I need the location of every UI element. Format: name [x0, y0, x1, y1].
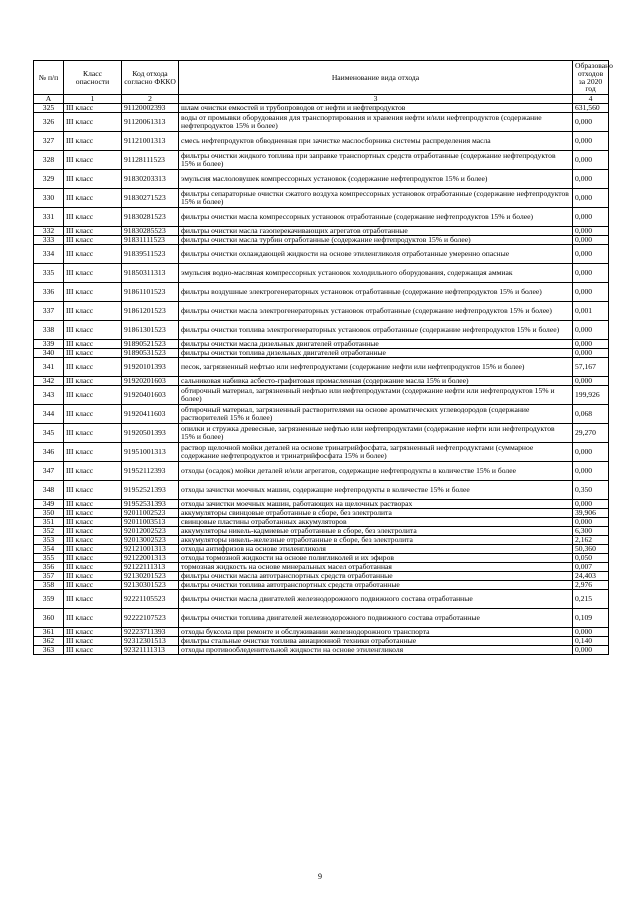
fkko-code: 92130201523	[122, 572, 179, 581]
waste-name: аккумуляторы никель-кадмиевые отработанные в сборе, без электролита	[179, 527, 573, 536]
amount-2020: 0,050	[573, 554, 609, 563]
waste-name: аккумуляторы никель-железные отработанные в сборе, без электролита	[179, 536, 573, 545]
table-row	[34, 208, 609, 227]
row-number: 339	[34, 340, 64, 349]
amount-2020: 0,000	[573, 189, 609, 208]
waste-name: фильтры очистки топлива электрогенераторных установок отработанные (содержание нефтепродуктов 15% и более)	[179, 321, 573, 340]
row-number: 336	[34, 283, 64, 302]
waste-name: фильтры очистки топлива двигателей железнодорожного подвижного состава отработанные	[179, 609, 573, 628]
hazard-class: III класс	[64, 151, 122, 170]
page-number: 9	[318, 872, 322, 881]
hazard-class: III класс	[64, 236, 122, 245]
row-number: 330	[34, 189, 64, 208]
waste-name: фильтры очистки охлаждающей жидкости на основе этиленгликоля отработанные умеренно опасные	[179, 245, 573, 264]
waste-name: фильтры сепараторные очистки сжатого воздуха компрессорных установок отработанные (содержание нефтепродуктов 15% и более)	[179, 189, 573, 208]
waste-name: обтирочный материал, загрязненный нефтью или нефтепродуктами (содержание нефти или нефтепродуктов 15% и более)	[179, 386, 573, 405]
row-number: 353	[34, 536, 64, 545]
amount-2020: 39,906	[573, 509, 609, 518]
row-number: 360	[34, 609, 64, 628]
fkko-code: 91920501393	[122, 424, 179, 443]
row-number: 342	[34, 377, 64, 386]
index-cell: А	[34, 95, 64, 104]
amount-2020: 0,000	[573, 170, 609, 189]
hazard-class: III класс	[64, 637, 122, 646]
waste-name: свинцовые пластины отработанных аккумуляторов	[179, 518, 573, 527]
hazard-class: III класс	[64, 536, 122, 545]
waste-name: отходы зачистки моечных машин, работающих на щелочных растворах	[179, 500, 573, 509]
fkko-code: 91951001313	[122, 443, 179, 462]
hazard-class: III класс	[64, 349, 122, 358]
hazard-class: III класс	[64, 443, 122, 462]
hazard-class: III класс	[64, 377, 122, 386]
row-number: 333	[34, 236, 64, 245]
index-cell: 2	[122, 95, 179, 104]
fkko-code: 92122001313	[122, 554, 179, 563]
row-number: 363	[34, 646, 64, 655]
header-number: № п/п	[34, 61, 64, 95]
header-row	[34, 61, 609, 95]
hazard-class: III класс	[64, 500, 122, 509]
hazard-class: III класс	[64, 481, 122, 500]
waste-name: опилки и стружка древесные, загрязненные нефтью или нефтепродуктами (содержание нефти или нефтепродуктов 15% и более)	[179, 424, 573, 443]
amount-2020: 29,270	[573, 424, 609, 443]
row-number: 356	[34, 563, 64, 572]
row-number: 348	[34, 481, 64, 500]
hazard-class: III класс	[64, 104, 122, 113]
hazard-class: III класс	[64, 113, 122, 132]
hazard-class: III класс	[64, 518, 122, 527]
fkko-code: 92013002523	[122, 536, 179, 545]
waste-name: отходы антифризов на основе этиленгликоля	[179, 545, 573, 554]
row-number: 328	[34, 151, 64, 170]
amount-2020: 0,001	[573, 302, 609, 321]
hazard-class: III класс	[64, 283, 122, 302]
waste-name: отходы противообледенительной жидкости на основе этиленгликоля	[179, 646, 573, 655]
hazard-class: III класс	[64, 545, 122, 554]
amount-2020: 0,000	[573, 227, 609, 236]
fkko-code: 92121001313	[122, 545, 179, 554]
table-row	[34, 264, 609, 283]
hazard-class: III класс	[64, 462, 122, 481]
amount-2020: 0,000	[573, 518, 609, 527]
fkko-code: 92223711393	[122, 628, 179, 637]
waste-name: аккумуляторы свинцовые отработанные в сборе, без электролита	[179, 509, 573, 518]
table-row	[34, 189, 609, 208]
row-number: 362	[34, 637, 64, 646]
row-number: 345	[34, 424, 64, 443]
waste-name: эмульсия маслоловушек компрессорных установок (содержание нефтепродуктов 15% и более)	[179, 170, 573, 189]
header-fkko-code: Код отхода согласно ФККО	[122, 61, 179, 95]
waste-name: сальниковая набивка асбесто-графитовая промасленная (содержание масла 15% и более)	[179, 377, 573, 386]
hazard-class: III класс	[64, 572, 122, 581]
waste-name: отходы тормозной жидкости на основе полигликолей и их эфиров	[179, 554, 573, 563]
fkko-code: 92122111313	[122, 563, 179, 572]
table-row	[34, 113, 609, 132]
hazard-class: III класс	[64, 340, 122, 349]
amount-2020: 0,350	[573, 481, 609, 500]
row-number: 331	[34, 208, 64, 227]
row-number: 338	[34, 321, 64, 340]
index-cell: 4	[573, 95, 609, 104]
row-number: 341	[34, 358, 64, 377]
amount-2020: 0,000	[573, 245, 609, 264]
fkko-code: 91952112393	[122, 462, 179, 481]
fkko-code: 91920201603	[122, 377, 179, 386]
row-number: 361	[34, 628, 64, 637]
amount-2020: 0,000	[573, 113, 609, 132]
table-row	[34, 349, 609, 358]
table-row	[34, 424, 609, 443]
header-amount-2020: Образовано отходов за 2020 год	[573, 61, 609, 95]
table-row	[34, 646, 609, 655]
waste-name: фильтры воздушные электрогенераторных установок отработанные (содержание нефтепродуктов 15% и более)	[179, 283, 573, 302]
fkko-code: 91920411603	[122, 405, 179, 424]
amount-2020: 0,215	[573, 590, 609, 609]
fkko-code: 92011002523	[122, 509, 179, 518]
table-row	[34, 245, 609, 264]
waste-name: отходы (осадок) мойки деталей и/или агрегатов, содержащие нефтепродукты в количестве 15% и более	[179, 462, 573, 481]
amount-2020: 0,000	[573, 500, 609, 509]
table-row	[34, 609, 609, 628]
amount-2020: 0,140	[573, 637, 609, 646]
fkko-code: 91920401603	[122, 386, 179, 405]
waste-name: раствор щелочной мойки деталей на основе тринатрийфосфата, загрязненный нефтепродуктами (суммарное содержание нефтепродуктов и тринатрийфосфата 15% и более)	[179, 443, 573, 462]
fkko-code: 91861201523	[122, 302, 179, 321]
amount-2020: 24,403	[573, 572, 609, 581]
row-number: 337	[34, 302, 64, 321]
amount-2020: 0,000	[573, 283, 609, 302]
hazard-class: III класс	[64, 170, 122, 189]
hazard-class: III класс	[64, 424, 122, 443]
row-number: 352	[34, 527, 64, 536]
row-number: 350	[34, 509, 64, 518]
waste-name: фильтры очистки масла дизельных двигателей отработанные	[179, 340, 573, 349]
fkko-code: 92312301513	[122, 637, 179, 646]
table-row	[34, 321, 609, 340]
hazard-class: III класс	[64, 581, 122, 590]
amount-2020: 0,068	[573, 405, 609, 424]
row-number: 343	[34, 386, 64, 405]
amount-2020: 0,000	[573, 443, 609, 462]
fkko-code: 92221105523	[122, 590, 179, 609]
waste-name: фильтры очистки жидкого топлива при заправке транспортных средств отработанные (содержание нефтепродуктов 15% и более)	[179, 151, 573, 170]
row-number: 346	[34, 443, 64, 462]
waste-name: тормозная жидкость на основе минеральных масел отработанная	[179, 563, 573, 572]
waste-name: фильтры очистки масла двигателей железнодорожного подвижного состава отработанные	[179, 590, 573, 609]
amount-2020: 0,000	[573, 628, 609, 637]
row-number: 332	[34, 227, 64, 236]
hazard-class: III класс	[64, 264, 122, 283]
fkko-code: 91830203313	[122, 170, 179, 189]
hazard-class: III класс	[64, 227, 122, 236]
row-number: 344	[34, 405, 64, 424]
table-row	[34, 386, 609, 405]
amount-2020: 6,300	[573, 527, 609, 536]
fkko-code: 91952531393	[122, 500, 179, 509]
waste-name: фильтры очистки масла турбин отработанные (содержание нефтепродуктов 15% и более)	[179, 236, 573, 245]
fkko-code: 91952521393	[122, 481, 179, 500]
waste-name: отходы буксола при ремонте и обслуживании железнодорожного транспорта	[179, 628, 573, 637]
amount-2020: 0,000	[573, 208, 609, 227]
table-row	[34, 132, 609, 151]
amount-2020: 0,000	[573, 646, 609, 655]
table-row	[34, 462, 609, 481]
index-cell: 1	[64, 95, 122, 104]
hazard-class: III класс	[64, 609, 122, 628]
amount-2020: 2,976	[573, 581, 609, 590]
hazard-class: III класс	[64, 189, 122, 208]
amount-2020: 57,167	[573, 358, 609, 377]
hazard-class: III класс	[64, 509, 122, 518]
fkko-code: 92130301523	[122, 581, 179, 590]
table-row	[34, 151, 609, 170]
row-number: 327	[34, 132, 64, 151]
fkko-code: 91831111523	[122, 236, 179, 245]
fkko-code: 91120061313	[122, 113, 179, 132]
hazard-class: III класс	[64, 208, 122, 227]
amount-2020: 0,109	[573, 609, 609, 628]
amount-2020: 199,926	[573, 386, 609, 405]
header-hazard-class: Класс опасности	[64, 61, 122, 95]
hazard-class: III класс	[64, 563, 122, 572]
amount-2020: 0,000	[573, 264, 609, 283]
row-number: 349	[34, 500, 64, 509]
waste-name: шлам очистки емкостей и трубопроводов от нефти и нефтепродуктов	[179, 104, 573, 113]
waste-table	[33, 60, 613, 655]
table-row	[34, 283, 609, 302]
row-number: 351	[34, 518, 64, 527]
waste-name: смесь нефтепродуктов обводненная при зачистке маслосборника системы распределения масла	[179, 132, 573, 151]
waste-name: отходы зачистки моечных машин, содержащие нефтепродукты в количестве 15% и более	[179, 481, 573, 500]
waste-name: эмульсия водно-масляная компрессорных установок холодильного оборудования, содержащая аммиак	[179, 264, 573, 283]
hazard-class: III класс	[64, 302, 122, 321]
table-row	[34, 104, 609, 113]
table-row	[34, 405, 609, 424]
table-row	[34, 302, 609, 321]
row-number: 347	[34, 462, 64, 481]
hazard-class: III класс	[64, 646, 122, 655]
row-number: 326	[34, 113, 64, 132]
amount-2020: 2,162	[573, 536, 609, 545]
table-row	[34, 170, 609, 189]
fkko-code: 91120002393	[122, 104, 179, 113]
amount-2020: 0,000	[573, 132, 609, 151]
amount-2020: 0,000	[573, 236, 609, 245]
fkko-code: 91830285523	[122, 227, 179, 236]
hazard-class: III класс	[64, 628, 122, 637]
fkko-code: 91920101393	[122, 358, 179, 377]
hazard-class: III класс	[64, 245, 122, 264]
fkko-code: 92011003513	[122, 518, 179, 527]
amount-2020: 0,007	[573, 563, 609, 572]
row-number: 329	[34, 170, 64, 189]
amount-2020: 631,560	[573, 104, 609, 113]
table-row	[34, 443, 609, 462]
fkko-code: 92321111313	[122, 646, 179, 655]
waste-name: фильтры очистки масла электрогенераторных установок отработанные (содержание нефтепродуктов 15% и более)	[179, 302, 573, 321]
waste-name: фильтры очистки масла газоперекачивающих агрегатов отработанные	[179, 227, 573, 236]
header-waste-name: Наименование вида отхода	[179, 61, 573, 95]
fkko-code: 91839511523	[122, 245, 179, 264]
amount-2020: 0,000	[573, 321, 609, 340]
row-number: 354	[34, 545, 64, 554]
amount-2020: 0,000	[573, 349, 609, 358]
table-row	[34, 581, 609, 590]
fkko-code: 91861101523	[122, 283, 179, 302]
hazard-class: III класс	[64, 554, 122, 563]
hazard-class: III класс	[64, 132, 122, 151]
waste-name: обтирочный материал, загрязненный растворителями на основе ароматических углеводородов (содержание растворителей 15% и более)	[179, 405, 573, 424]
row-number: 357	[34, 572, 64, 581]
row-number: 358	[34, 581, 64, 590]
table-row	[34, 236, 609, 245]
waste-name: фильтры очистки топлива дизельных двигателей отработанные	[179, 349, 573, 358]
waste-name: воды от промывки оборудования для транспортирования и хранения нефти и/или нефтепродуктов (содержание нефтепродуктов 15% и более)	[179, 113, 573, 132]
fkko-code: 91890521523	[122, 340, 179, 349]
hazard-class: III класс	[64, 321, 122, 340]
table-body	[34, 104, 609, 655]
fkko-code: 91830271523	[122, 189, 179, 208]
table-row	[34, 590, 609, 609]
table-row	[34, 481, 609, 500]
index-cell: 3	[179, 95, 573, 104]
amount-2020: 0,000	[573, 340, 609, 349]
waste-name: фильтры очистки топлива автотранспортных средств отработанные	[179, 581, 573, 590]
hazard-class: III класс	[64, 405, 122, 424]
waste-name: фильтры стальные очистки топлива авиационной техники отработанные	[179, 637, 573, 646]
hazard-class: III класс	[64, 590, 122, 609]
hazard-class: III класс	[64, 527, 122, 536]
waste-name: фильтры очистки масла компрессорных установок отработанные (содержание нефтепродуктов 15% и более)	[179, 208, 573, 227]
fkko-code: 91850311313	[122, 264, 179, 283]
fkko-code: 91830281523	[122, 208, 179, 227]
table-row	[34, 377, 609, 386]
amount-2020: 0,000	[573, 462, 609, 481]
amount-2020: 0,000	[573, 377, 609, 386]
row-number: 334	[34, 245, 64, 264]
row-number: 359	[34, 590, 64, 609]
amount-2020: 50,360	[573, 545, 609, 554]
row-number: 325	[34, 104, 64, 113]
amount-2020: 0,000	[573, 151, 609, 170]
row-number: 340	[34, 349, 64, 358]
hazard-class: III класс	[64, 386, 122, 405]
row-number: 355	[34, 554, 64, 563]
fkko-code: 91128111523	[122, 151, 179, 170]
fkko-code: 91861301523	[122, 321, 179, 340]
table-row	[34, 358, 609, 377]
fkko-code: 92222107523	[122, 609, 179, 628]
fkko-code: 92012002523	[122, 527, 179, 536]
fkko-code: 91121001313	[122, 132, 179, 151]
row-number: 335	[34, 264, 64, 283]
waste-name: фильтры очистки масла автотранспортных средств отработанные	[179, 572, 573, 581]
waste-name: песок, загрязненный нефтью или нефтепродуктами (содержание нефти или нефтепродуктов 15% и более)	[179, 358, 573, 377]
hazard-class: III класс	[64, 358, 122, 377]
fkko-code: 91890531523	[122, 349, 179, 358]
